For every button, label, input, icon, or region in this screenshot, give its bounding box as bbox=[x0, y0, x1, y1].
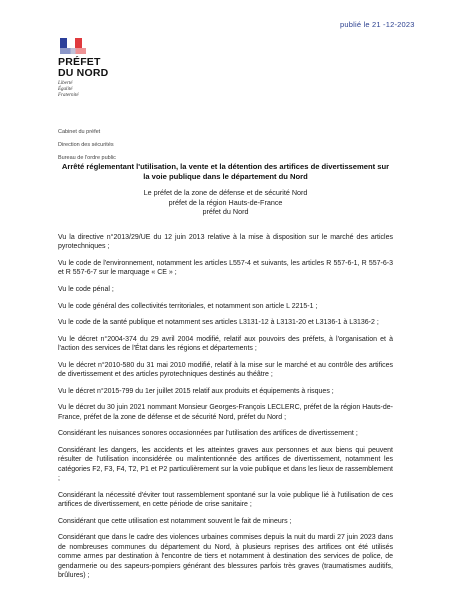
authority-line-3: préfet du Nord bbox=[202, 207, 249, 216]
authority-line-1: Le préfet de la zone de défense et de sécurité Nord bbox=[143, 188, 308, 197]
motto-egalite: Égalité bbox=[58, 87, 73, 92]
considerant-paragraph: Considérant que cette utilisation est notamment souvent le fait de mineurs ; bbox=[58, 517, 292, 525]
considerant-paragraph: Considérant la nécessité d'éviter tout rassemblement spontané sur la voie publique lié à l'utilisation de ces artifices de divertissement, en cette période de crise sanitaire ; bbox=[58, 491, 393, 509]
marianne-icon bbox=[60, 48, 86, 54]
logo-line-2: DU NORD bbox=[58, 67, 109, 79]
service-bureau: Bureau de l'ordre public bbox=[58, 155, 116, 161]
considerant-paragraph: Considérant que dans le cadre des violences urbaines commises depuis la nuit du mardi 27 juin 2023 dans de nombreuses communes du département du Nord, à plusieurs reprises des artifices ont été utilisés comme armes par destination à l'encontre de tiers et notamment à destination des services de police, de gendarmerie ou des sapeurs-pompiers générant des blessures parfois très graves (traumatismes auditifs, brûlures) ; bbox=[58, 534, 393, 579]
visa-paragraph: Vu le décret n°2015-799 du 1er juillet 2015 relatif aux produits et équipements à risques ; bbox=[58, 387, 334, 395]
visa-paragraph: Vu le décret n°2010-580 du 31 mai 2010 modifié, relatif à la mise sur le marché et au contrôle des artifices de divertissement et des articles pyrotechniques destinés au théâtre ; bbox=[58, 361, 393, 379]
decree-title: Arrêté réglementant l'utilisation, la vente et la détention des artifices de divertissement sur la voie publique dans le département du Nord bbox=[61, 162, 390, 181]
service-direction: Direction des sécurités bbox=[58, 142, 114, 148]
motto-fraternite: Fraternité bbox=[58, 93, 79, 98]
visa-paragraph: Vu le code de la santé publique et notamment ses articles L3131-12 à L3131-20 et L3136-1 à L3136-2 ; bbox=[58, 319, 379, 327]
considerant-paragraph: Considérant les nuisances sonores occasionnées par l'utilisation des artifices de divertissement ; bbox=[58, 430, 358, 438]
visa-paragraph: Vu le code général des collectivités territoriales, et notamment son article L 2215-1 ; bbox=[58, 302, 318, 310]
issuing-services bbox=[58, 126, 116, 165]
republic-motto bbox=[58, 81, 118, 99]
visa-paragraph: Vu le décret n°2004-374 du 29 avril 2004 modifié, relatif aux pouvoirs des préfets, à l'organisation et à l'action des services de l'État dans les régions et départements ; bbox=[58, 335, 393, 353]
logo-line-1: PRÉFET bbox=[58, 56, 101, 68]
publication-date: publié le 21 -12-2023 bbox=[340, 20, 415, 29]
issuing-authority bbox=[58, 188, 393, 217]
authority-line-2: préfet de la région Hauts-de-France bbox=[168, 197, 283, 207]
visa-paragraph: Vu le code de l'environnement, notamment les articles L557-4 et suivants, les articles R 557-6-1, R 557-6-3 et R 557-6-7 sur le marquage « CE » ; bbox=[58, 260, 393, 277]
tricolor-flag-icon bbox=[60, 38, 82, 48]
service-cabinet: Cabinet du préfet bbox=[58, 129, 101, 135]
visa-paragraph: Vu le code pénal ; bbox=[58, 286, 114, 293]
visa-paragraph: Vu la directive n°2013/29/UE du 12 juin 2013 relative à la mise à disposition sur le marché des articles pyrotechniques ; bbox=[58, 234, 393, 251]
prefecture-logo bbox=[58, 38, 118, 99]
considerant-paragraph: Considérant les dangers, les accidents et les atteintes graves aux personnes et aux biens qui peuvent résulter de l'utilisation inconsidérée ou malintentionnée des artifices de divertissement, notamment les catégories F2, F3, F4, T2, P1 et P2 particulièrement sur la voie publique et dans les lieux de rassemblement ; bbox=[58, 446, 393, 483]
motto-liberte: Liberté bbox=[58, 81, 73, 86]
decree-body bbox=[58, 233, 393, 588]
visa-paragraph: Vu le décret du 30 juin 2021 nommant Monsieur Georges-François LECLERC, préfet de la région Hauts-de-France, préfet de la zone de défense et de sécurité Nord, préfet du Nord ; bbox=[58, 404, 393, 421]
